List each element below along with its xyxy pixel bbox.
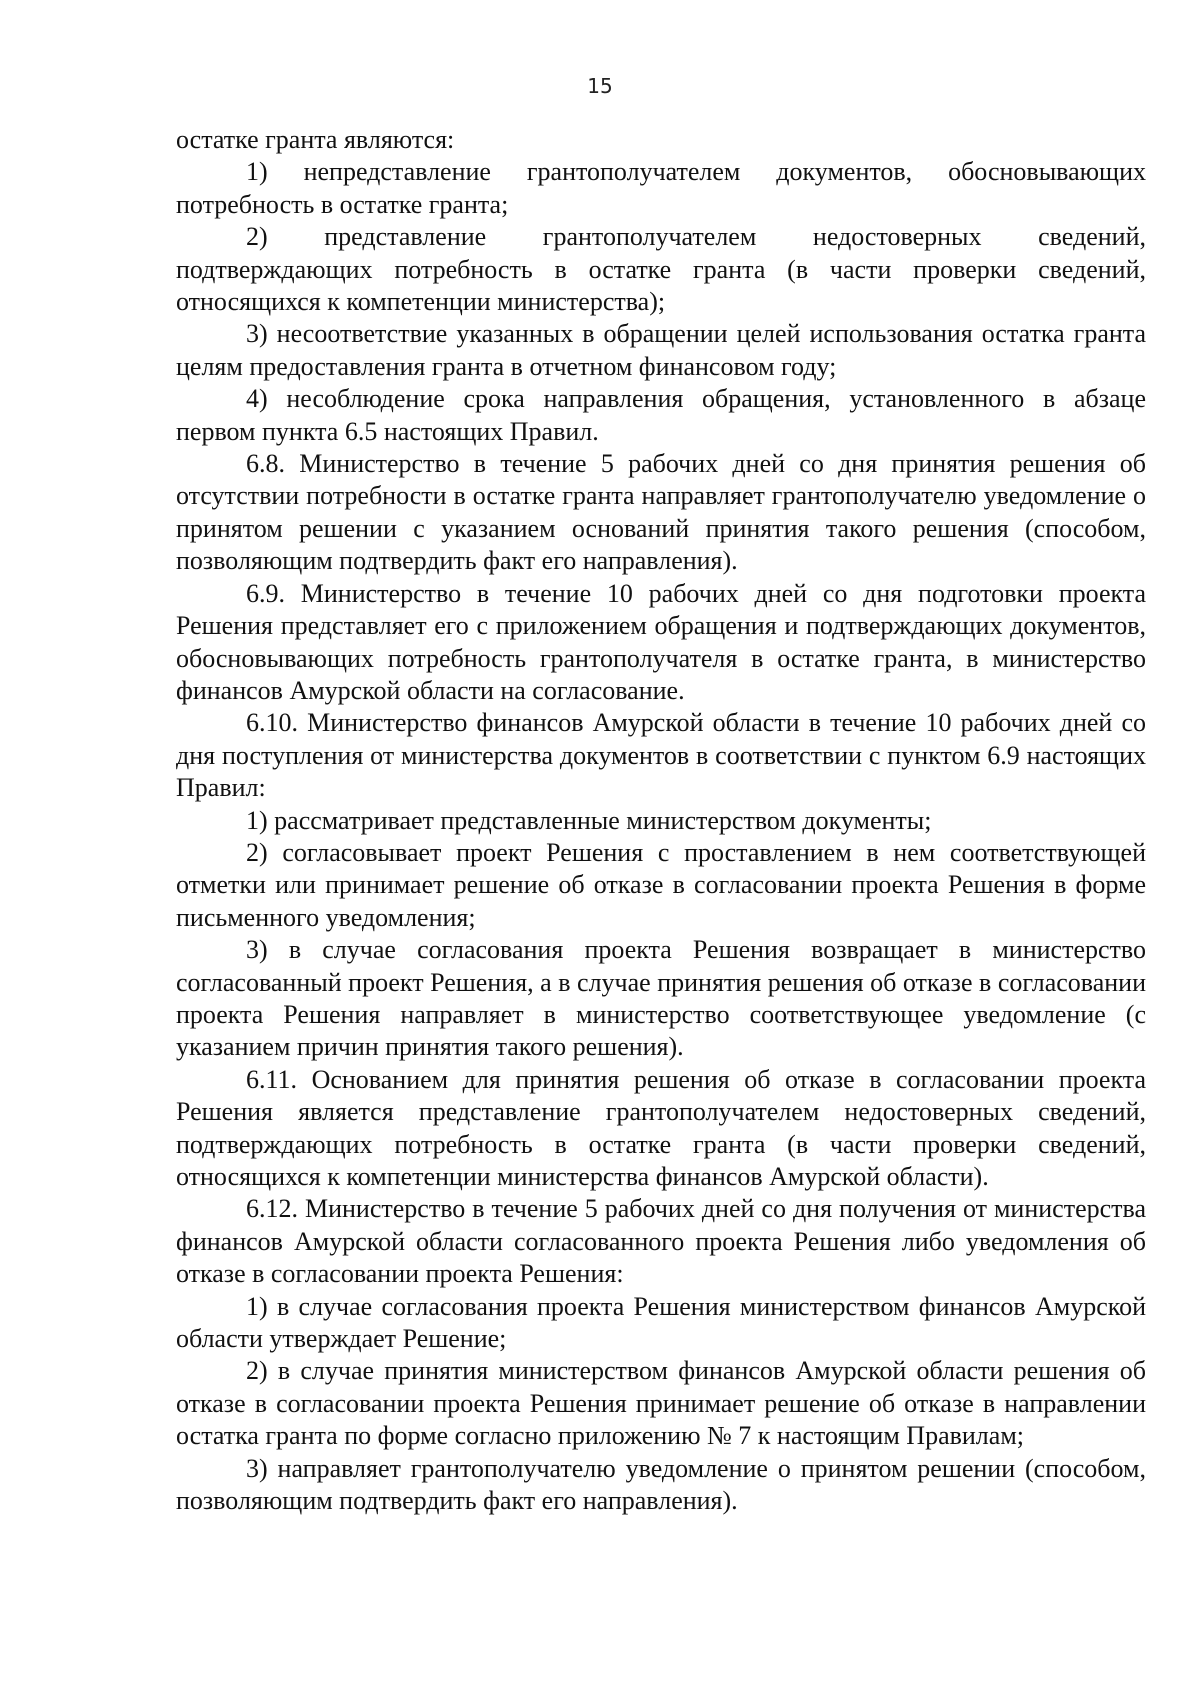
paragraph: 6.12. Министерство в течение 5 рабочих дней со дня получения от министерства финансов Амурской области согласованного проекта Решения либо уведомления об отказе в согласовании проекта Решения: [176, 1194, 1146, 1289]
paragraph: 6.11. Основанием для принятия решения об отказе в согласовании проекта Решения является представление грантополучателем недостоверных сведений, подтверждающих потребность в остатке гранта (в части проверки сведений, относящихся к компетенции министерства финансов Амурской области). [176, 1064, 1146, 1191]
paragraph: 1) в случае согласования проекта Решения министерством финансов Амурской области утверждает Решение; [176, 1291, 1146, 1354]
paragraph: 3) несоответствие указанных в обращении целей использования остатка гранта целям предоставления гранта в отчетном финансовом году; [176, 319, 1146, 381]
paragraph: 2) в случае принятия министерством финансов Амурской области решения об отказе в согласовании проекта Решения принимает решение об отказе в направлении остатка гранта по форме согласно приложению № 7 к настоящим Правилам; [176, 1356, 1146, 1451]
paragraph: 3) в случае согласования проекта Решения возвращает в министерство согласованный проект Решения, а в случае принятия решения об отказе в согласовании проекта Решения направляет в министерство соответствующее уведомление (с указанием причин принятия такого решения). [176, 935, 1146, 1062]
paragraph: 3) направляет грантополучателю уведомление о принятом решении (способом, позволяющим подтвердить факт его направления). [176, 1453, 1146, 1516]
paragraph: 2) согласовывает проект Решения с проставлением в нем соответствующей отметки или принимает решение об отказе в согласовании проекта Решения в форме письменного уведомления; [176, 837, 1146, 932]
paragraph: 1) непредставление грантополучателем документов, обосновывающих потребность в остатке гранта; [176, 157, 1146, 219]
paragraph: 6.8. Министерство в течение 5 рабочих дней со дня принятия решения об отсутствии потребности в остатке гранта направляет грантополучателю уведомление о принятом решении с указанием оснований принятия такого решения (способом, позволяющим подтвердить факт его направления). [176, 449, 1146, 576]
page-number: 15 [587, 74, 613, 98]
paragraph: 4) несоблюдение срока направления обращения, установленного в абзаце первом пункта 6.5 настоящих Правил. [176, 384, 1146, 446]
paragraph: 6.9. Министерство в течение 10 рабочих дней со дня подготовки проекта Решения представляет его с приложением обращения и подтверждающих документов, обосновывающих потребность грантополучателя в остатке гранта, в министерство финансов Амурской области на согласование. [176, 578, 1146, 705]
paragraph: остатке гранта являются: [176, 125, 455, 154]
document-body [176, 124, 1146, 1517]
paragraph: 6.10. Министерство финансов Амурской области в течение 10 рабочих дней со дня поступления от министерства документов в соответствии с пунктом 6.9 настоящих Правил: [176, 708, 1146, 803]
paragraph: 1) рассматривает представленные министерством документы; [246, 805, 932, 835]
paragraph: 2) представление грантополучателем недостоверных сведений, подтверждающих потребность в остатке гранта (в части проверки сведений, относящихся к компетенции министерства); [176, 222, 1146, 317]
